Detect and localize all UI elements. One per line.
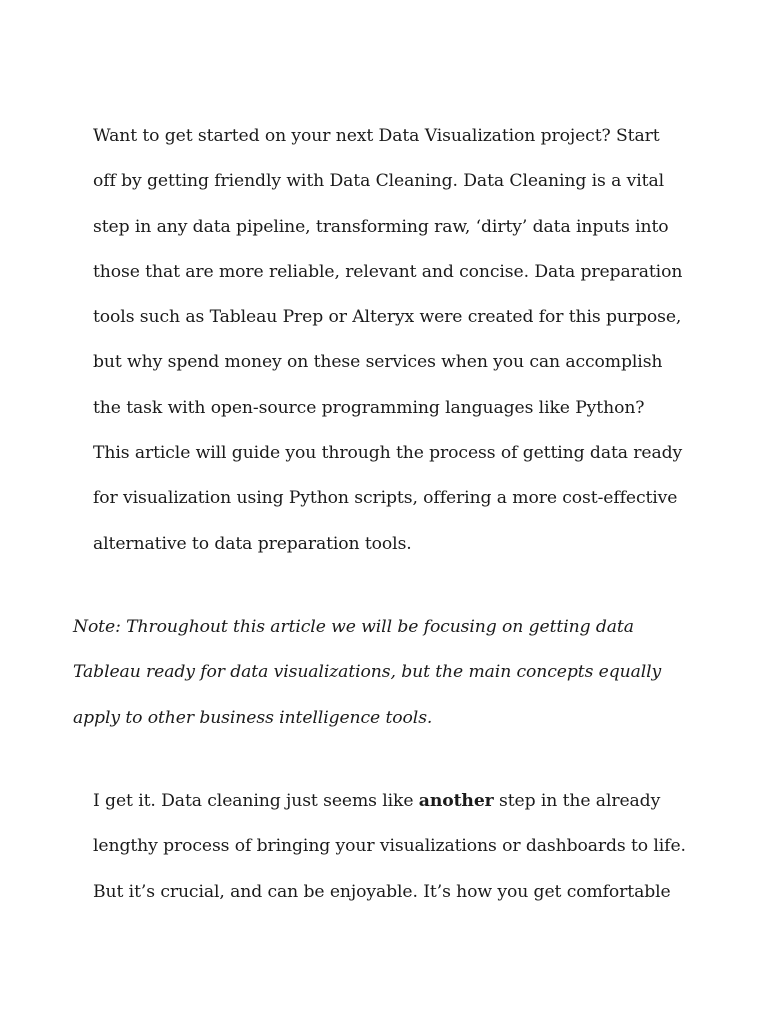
intro-line: for visualization using Python scripts, offering a more cost-effective xyxy=(93,488,678,509)
note-line: Tableau ready for data visualizations, but the main concepts equally xyxy=(73,662,662,683)
intro-line: Want to get started on your next Data Visualization project? Start xyxy=(93,126,660,146)
intro-line: those that are more reliable, relevant and concise. Data preparation xyxy=(93,261,683,282)
intro-line: the task with open-source programming languages like Python? xyxy=(93,397,645,418)
body-text: step in the already xyxy=(493,791,661,811)
note-paragraph xyxy=(73,605,661,741)
body-text: I get it. Data cleaning just seems like xyxy=(93,791,419,811)
body-paragraph xyxy=(93,779,686,915)
intro-paragraph xyxy=(93,114,682,567)
intro-line: off by getting friendly with Data Cleaning. Data Cleaning is a vital xyxy=(93,171,665,192)
note-line: Note: Throughout this article we will be focusing on getting data xyxy=(73,617,634,637)
body-line: lengthy process of bringing your visualizations or dashboards to life. xyxy=(93,836,686,857)
intro-line: This article will guide you through the process of getting data ready xyxy=(93,443,683,464)
emphasis-text: another xyxy=(418,791,494,811)
intro-line: but why spend money on these services when you can accomplish xyxy=(93,352,663,373)
body-line: But it’s crucial, and can be enjoyable. It’s how you get comfortable xyxy=(93,881,671,902)
intro-line: alternative to data preparation tools. xyxy=(93,533,412,554)
intro-line: tools such as Tableau Prep or Alteryx were created for this purpose, xyxy=(93,307,682,328)
note-line: apply to other business intelligence tools. xyxy=(73,707,433,728)
body-line xyxy=(93,779,686,824)
intro-line: step in any data pipeline, transforming raw, ‘dirty’ data inputs into xyxy=(93,216,669,237)
